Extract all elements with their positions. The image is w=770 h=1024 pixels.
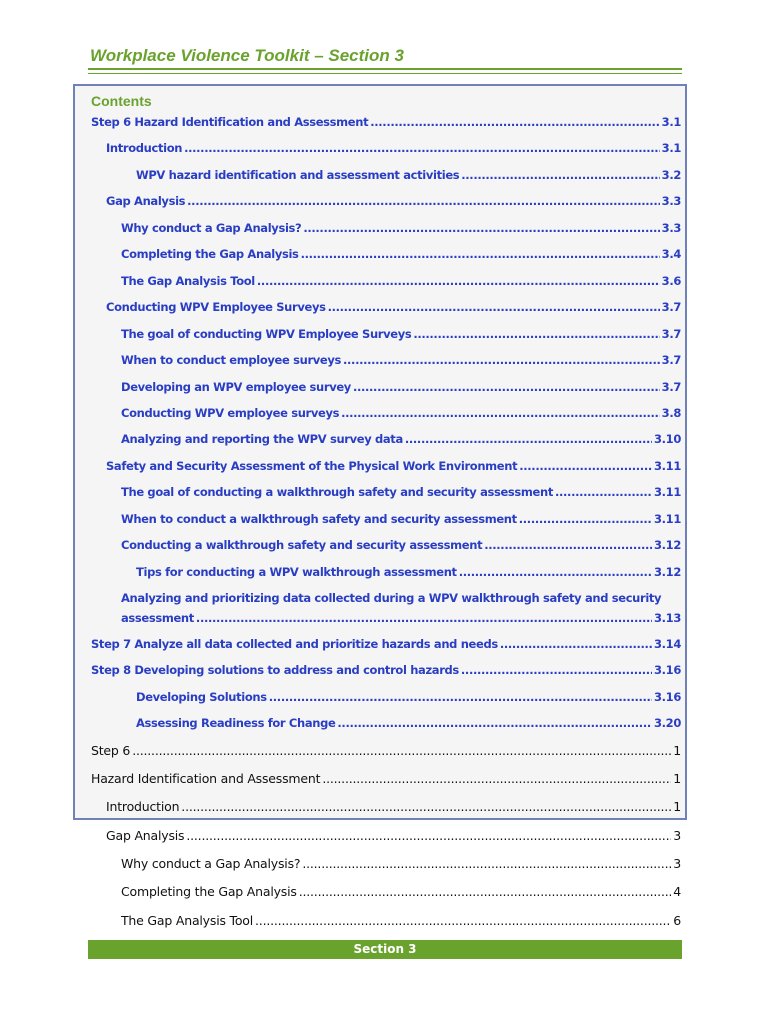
leader-dots <box>341 405 660 421</box>
toc-entry-page: 1 <box>673 743 681 758</box>
leader-dots <box>343 352 660 368</box>
toc-entry-wpv-hazard-activities[interactable] <box>136 167 681 183</box>
plain-toc-why-gap-analysis[interactable] <box>121 855 681 873</box>
leader-dots <box>555 484 652 500</box>
toc-entry-page: 3.7 <box>661 380 681 394</box>
leader-dots <box>328 299 660 315</box>
toc-entry-page: 1 <box>673 799 681 814</box>
leader-dots <box>196 608 652 628</box>
toc-entry-page: 3.16 <box>654 663 681 677</box>
toc-entry-page: 3.2 <box>661 168 681 182</box>
plain-toc-introduction[interactable] <box>106 798 681 816</box>
toc-entry-gap-analysis[interactable] <box>106 193 681 209</box>
toc-entry-page: 4 <box>673 884 681 899</box>
leader-dots <box>337 715 652 731</box>
toc-entry-introduction[interactable] <box>106 140 681 156</box>
toc-entry-page: 1 <box>673 771 681 786</box>
toc-entry-step7[interactable] <box>91 636 681 652</box>
toc-entry-safety-security[interactable] <box>106 458 681 474</box>
toc-entry-when-walkthrough[interactable] <box>121 511 681 527</box>
toc-entry-label: Why conduct a Gap Analysis? <box>121 856 301 871</box>
toc-entry-label: The goal of conducting a walkthrough safety and security assessment <box>121 485 553 499</box>
toc-entry-page: 3.11 <box>654 459 681 473</box>
toc-entry-page: 3.12 <box>654 538 681 552</box>
leader-dots <box>353 379 660 395</box>
toc-entry-page: 3.14 <box>654 637 681 651</box>
leader-dots <box>302 855 671 873</box>
toc-entry-label: Conducting a walkthrough safety and security assessment <box>121 538 483 552</box>
toc-entry-label: Step 6 Hazard Identification and Assessment <box>91 115 369 129</box>
plain-toc-completing-gap-analysis[interactable] <box>121 883 681 901</box>
toc-entry-page: 3.1 <box>661 115 681 129</box>
toc-entry-label: Conducting WPV employee surveys <box>121 406 340 420</box>
toc-entry-label: Step 8 Developing solutions to address and control hazards <box>91 663 459 677</box>
toc-entry-label: Analyzing and reporting the WPV survey data <box>121 432 403 446</box>
leader-dots <box>303 220 659 236</box>
toc-entry-goal-walkthrough[interactable] <box>121 484 681 500</box>
leader-dots <box>187 193 660 209</box>
toc-entry-label: When to conduct a walkthrough safety and security assessment <box>121 512 517 526</box>
leader-dots <box>181 798 671 816</box>
plain-toc-step6[interactable] <box>91 742 681 760</box>
toc-entry-page: 3.10 <box>654 432 681 446</box>
header-rule-thin <box>88 73 682 74</box>
toc-entry-label: The Gap Analysis Tool <box>121 913 254 928</box>
toc-entry-label: Why conduct a Gap Analysis? <box>121 221 302 235</box>
toc-entry-page: 3 <box>673 856 681 871</box>
toc-entry-label: Step 6 <box>91 743 131 758</box>
toc-entry-label: Gap Analysis <box>106 828 185 843</box>
toc-entry-analyzing-prioritizing[interactable] <box>121 588 681 628</box>
toc-entry-tips-walkthrough[interactable] <box>136 564 681 580</box>
toc-entry-label: When to conduct employee surveys <box>121 353 342 367</box>
leader-dots <box>299 883 672 901</box>
toc-entry-label: Step 7 Analyze all data collected and prioritize hazards and needs <box>91 637 498 651</box>
toc-entry-page: 3.7 <box>661 300 681 314</box>
leader-dots <box>186 827 671 845</box>
toc-entry-gap-analysis-tool[interactable] <box>121 273 681 289</box>
leader-dots <box>461 662 652 678</box>
toc-entry-label: Hazard Identification and Assessment <box>91 771 321 786</box>
toc-entry-completing-gap-analysis[interactable] <box>121 246 681 262</box>
toc-entry-page: 3.11 <box>654 485 681 499</box>
toc-entry-page: 3.7 <box>661 327 681 341</box>
toc-entry-page: 6 <box>673 913 681 928</box>
toc-entry-page: 3.13 <box>654 611 681 625</box>
toc-entry-developing-survey[interactable] <box>121 379 681 395</box>
toc-entry-label: Developing an WPV employee survey <box>121 380 351 394</box>
toc-entry-label: Completing the Gap Analysis <box>121 247 299 261</box>
toc-entry-label: Safety and Security Assessment of the Physical Work Environment <box>106 459 518 473</box>
leader-dots <box>461 167 659 183</box>
toc-entry-employee-surveys[interactable] <box>106 299 681 315</box>
plain-toc-hazard-identification[interactable] <box>91 770 681 788</box>
toc-entry-conducting-surveys[interactable] <box>121 405 681 421</box>
toc-entry-page: 3.6 <box>661 274 681 288</box>
toc-entry-label: The goal of conducting WPV Employee Surveys <box>121 327 412 341</box>
toc-entry-page: 3.16 <box>654 690 681 704</box>
toc-entry-page: 3.12 <box>654 565 681 579</box>
toc-entry-page: 3.1 <box>661 141 681 155</box>
toc-entry-page: 3.4 <box>661 247 681 261</box>
section-footer: Section 3 <box>88 940 682 959</box>
toc-entry-developing-solutions[interactable] <box>136 689 681 705</box>
toc-entry-why-gap-analysis[interactable] <box>121 220 681 236</box>
toc-entry-label: Tips for conducting a WPV walkthrough assessment <box>136 565 457 579</box>
leader-dots <box>500 636 652 652</box>
toc-entry-label: The Gap Analysis Tool <box>121 274 255 288</box>
leader-dots <box>519 511 652 527</box>
toc-entry-when-surveys[interactable] <box>121 352 681 368</box>
toc-entry-analyzing-survey[interactable] <box>121 431 681 447</box>
page-title: Workplace Violence Toolkit – Section 3 <box>90 46 404 65</box>
toc-entry-page: 3.3 <box>661 194 681 208</box>
leader-dots <box>405 431 652 447</box>
plain-toc-gap-analysis-tool[interactable] <box>121 912 681 930</box>
toc-entry-label: Analyzing and prioritizing data collected during a WPV walkthrough safety and security <box>121 591 662 605</box>
toc-entry-page: 3.20 <box>654 716 681 730</box>
toc-entry-label: Introduction <box>106 799 180 814</box>
toc-entry-page: 3.11 <box>654 512 681 526</box>
leader-dots <box>370 114 659 130</box>
leader-dots <box>519 458 652 474</box>
leader-dots <box>413 326 659 342</box>
plain-toc-gap-analysis[interactable] <box>106 827 681 845</box>
toc-entry-goal-surveys[interactable] <box>121 326 681 342</box>
toc-entry-label: Introduction <box>106 141 183 155</box>
leader-dots <box>132 742 671 760</box>
header-rule-thick <box>88 68 682 70</box>
leader-dots <box>322 770 671 788</box>
toc-entry-step6[interactable] <box>91 114 681 130</box>
toc-entry-page: 3 <box>673 828 681 843</box>
leader-dots <box>257 273 660 289</box>
toc-entry-readiness-change[interactable] <box>136 715 681 731</box>
toc-entry-label: Conducting WPV Employee Surveys <box>106 300 326 314</box>
toc-entry-label: WPV hazard identification and assessment activities <box>136 168 460 182</box>
leader-dots <box>301 246 660 262</box>
contents-heading: Contents <box>91 93 152 109</box>
leader-dots <box>255 912 671 930</box>
toc-entry-page: 3.8 <box>661 406 681 420</box>
leader-dots <box>269 689 652 705</box>
toc-entry-label: assessment <box>121 611 194 625</box>
toc-entry-step8[interactable] <box>91 662 681 678</box>
leader-dots <box>484 537 652 553</box>
toc-entry-label: Gap Analysis <box>106 194 186 208</box>
toc-entry-conducting-walkthrough[interactable] <box>121 537 681 553</box>
toc-entry-label: Assessing Readiness for Change <box>136 716 336 730</box>
toc-entry-page: 3.3 <box>661 221 681 235</box>
leader-dots <box>184 140 660 156</box>
leader-dots <box>459 564 652 580</box>
toc-entry-label: Completing the Gap Analysis <box>121 884 297 899</box>
toc-entry-label: Developing Solutions <box>136 690 267 704</box>
toc-entry-page: 3.7 <box>661 353 681 367</box>
